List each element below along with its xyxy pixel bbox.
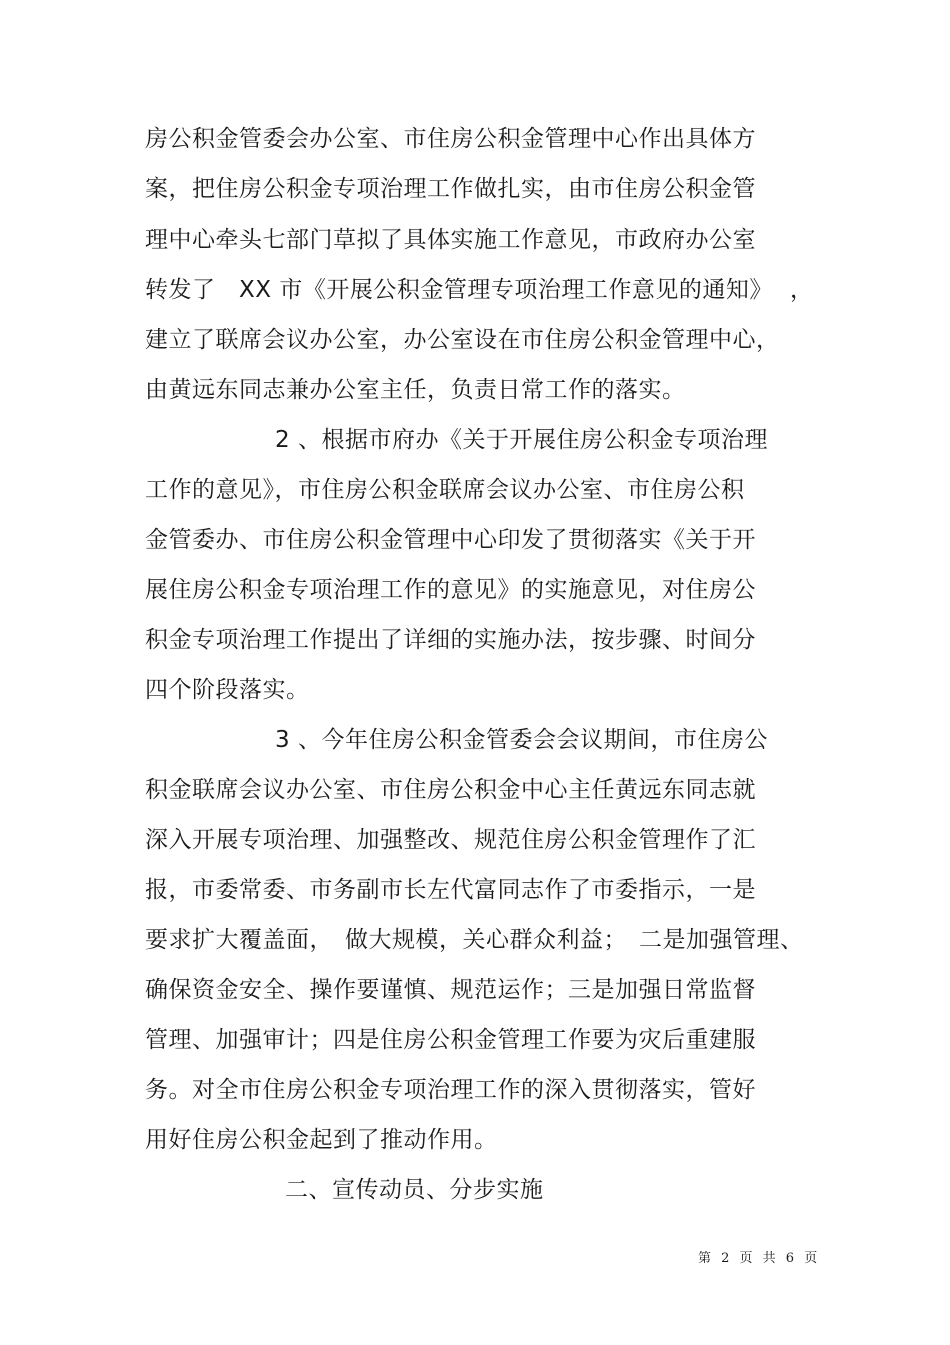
body-line: 建立了联席会议办公室，办公室设在市住房公积金管理中心， bbox=[145, 327, 780, 353]
section-heading: 二、宣传动员、分步实施 bbox=[285, 1177, 544, 1203]
body-line: 由黄远东同志兼办公室主任，负责日常工作的落实。 bbox=[145, 377, 686, 403]
body-line: 转发了 XX 市《开展公积金管理专项治理工作意见的通知》 bbox=[145, 277, 773, 303]
body-line: 管理、加强审计；四是住房公积金管理工作要为灾后重建服 bbox=[145, 1027, 756, 1053]
body-line: 报，市委常委、市务副市长左代富同志作了市委指示，一是 bbox=[145, 877, 756, 903]
body-line: 案，把住房公积金专项治理工作做扎实，由市住房公积金管 bbox=[145, 176, 756, 202]
body-line: 四个阶段落实。 bbox=[145, 677, 310, 703]
body-line: 积金专项治理工作提出了详细的实施办法，按步骤、时间分 bbox=[145, 627, 756, 653]
body-line: 深入开展专项治理、加强整改、规范住房公积金管理作了汇 bbox=[145, 827, 756, 853]
body-line: 理中心牵头七部门草拟了具体实施工作意见，市政府办公室 bbox=[145, 227, 756, 253]
body-line: 房公积金管委会办公室、市住房公积金管理中心作出具体方 bbox=[145, 126, 756, 152]
body-line: 积金联席会议办公室、市住房公积金中心主任黄远东同志就 bbox=[145, 777, 756, 803]
body-line: 金管委办、市住房公积金管理中心印发了贯彻落实《关于开 bbox=[145, 527, 756, 553]
body-line: 确保资金安全、操作要谨慎、规范运作；三是加强日常监督 bbox=[145, 977, 756, 1003]
body-line: 要求扩大覆盖面， 做大规模，关心群众利益； 二是加强管理、 bbox=[145, 927, 804, 953]
paragraph-2-start: 2 、根据市府办《关于开展住房公积金专项治理 bbox=[275, 427, 768, 453]
trailing-comma: ， bbox=[790, 277, 813, 303]
page-number-footer: 第 2 页 共 6 页 bbox=[698, 1251, 821, 1266]
body-line: 展住房公积金专项治理工作的意见》的实施意见，对住房公 bbox=[145, 577, 756, 603]
body-line: 工作的意见》，市住房公积金联席会议办公室、市住房公积 bbox=[145, 477, 745, 503]
paragraph-3-start: 3 、今年住房公积金管委会会议期间，市住房公 bbox=[275, 727, 768, 753]
body-line: 用好住房公积金起到了推动作用。 bbox=[145, 1127, 498, 1153]
body-line: 务。对全市住房公积金专项治理工作的深入贯彻落实，管好 bbox=[145, 1077, 756, 1103]
